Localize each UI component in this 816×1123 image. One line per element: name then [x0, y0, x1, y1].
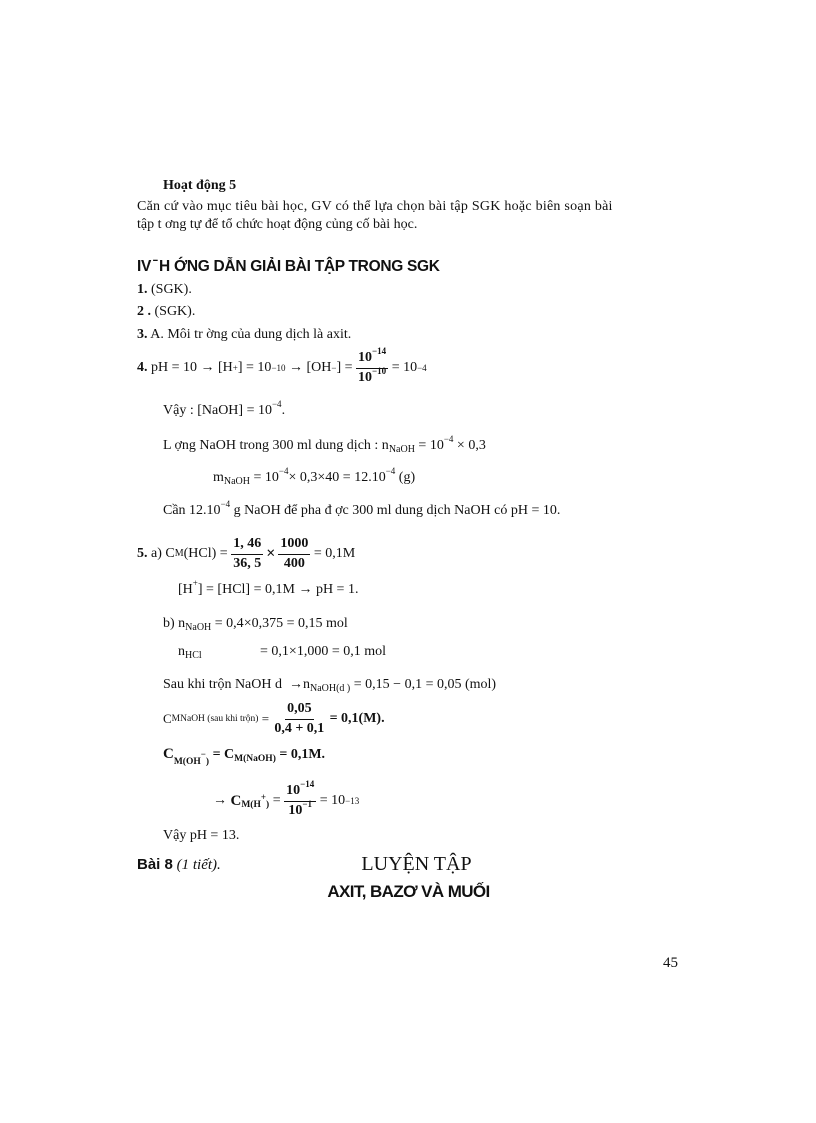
excess-numerator: 0,05	[285, 702, 314, 720]
page-number: 45	[663, 955, 678, 971]
nhcl-label: n	[178, 644, 185, 659]
naoh-moles-sub: NaOH	[388, 444, 415, 455]
lesson-subtitle-text: AXIT, BAZƠ VÀ MUỐI	[327, 882, 490, 901]
kw-denominator: 10	[358, 369, 373, 385]
mass-label: m	[213, 470, 224, 485]
cm-label: C	[163, 711, 172, 726]
hcl-moles	[178, 644, 202, 660]
answer-2	[137, 304, 195, 320]
c-oh-end: = 0,1M.	[275, 747, 326, 762]
kw-denominator-exp: −10	[372, 365, 387, 376]
sau-end: 0,1 = 0,05 (mol)	[404, 677, 497, 692]
cm-h-line: → C M(H+) = $\frac{10^{-14}}{10^{-1}}$ = 10 −13	[213, 778, 360, 818]
b-sub: NaOH	[185, 622, 212, 633]
c-h-eq: =	[272, 793, 281, 808]
hcl-moles-value	[260, 644, 386, 660]
answer-1-text: (SGK).	[151, 282, 192, 297]
b-label: b) n	[163, 616, 186, 631]
times-icon: ×	[456, 438, 465, 453]
times-icon: ×	[243, 616, 252, 631]
naoh-moles-exp: −4	[443, 434, 454, 444]
answer-3	[137, 327, 351, 343]
answer-5a-equation: 5. a) C M (HCl) = $\frac{1, 46}{36, 5}$ × $\frac{1000}{400}$ = 0,1M	[137, 535, 356, 571]
naoh-moles-end: 0,3	[468, 438, 486, 453]
h-numerator-exp: −14	[300, 778, 315, 789]
moles-fraction	[231, 537, 263, 571]
sau-eq: = 0,15	[350, 677, 390, 692]
lesson-duration: (1 tiết).	[176, 857, 221, 873]
minus-icon: −	[393, 677, 402, 692]
moles-denominator: 36, 5	[233, 555, 262, 571]
c-h-sub-end: )	[266, 800, 270, 810]
naoh-moles-text: L ợng NaOH trong 300 ml dung dịch : n	[163, 438, 389, 453]
b-eq: = 0,4	[211, 616, 244, 631]
sau-sub: NaOH(d )	[310, 683, 351, 694]
c-h-sub	[241, 792, 270, 810]
naoh-conclusion	[163, 499, 561, 519]
cm-hcl-result: = 0,1M	[313, 546, 356, 561]
volume-fraction	[278, 537, 310, 571]
mass-mid2: 40 = 12.10	[325, 470, 386, 485]
arrow-right-icon: →	[298, 582, 313, 597]
c-h-sub-text: M(H	[241, 800, 261, 810]
h-concentration	[178, 578, 359, 598]
conclusion-end: g NaOH để pha đ ợc 300 ml dung dịch NaOH có pH = 10.	[230, 503, 561, 518]
answer-3-text: A. Môi tr ờng của dung dịch là axit.	[150, 327, 352, 342]
sau-text: Sau khi trộn NaOH d	[163, 677, 282, 692]
conclusion-exp: −4	[220, 499, 231, 509]
answer-5-number: 5.	[137, 546, 148, 561]
mass-exp: −4	[278, 466, 289, 476]
b-end: 0,375 = 0,15 mol	[251, 616, 348, 631]
mass-sub: NaOH	[223, 476, 250, 487]
nhcl-end: 1,000 = 0,1 mol	[296, 644, 386, 659]
h-denominator-exp: −1	[302, 798, 312, 809]
answer-1	[137, 282, 192, 298]
h-conc-ph: pH = 1.	[315, 582, 359, 597]
c-oh-eq: = C	[209, 747, 235, 762]
cm-eq: =	[261, 711, 270, 726]
nhcl-sub: HCl	[185, 650, 202, 661]
c-oh-sub	[173, 749, 210, 767]
naoh-conc-end: .	[281, 403, 286, 418]
times-icon: ×	[288, 644, 297, 659]
sau-n: n	[303, 677, 310, 692]
conclusion-start: Cần 12.10	[163, 503, 221, 518]
times-icon: ×	[288, 470, 297, 485]
mass-eq: = 10	[250, 470, 279, 485]
mass-end: (g)	[395, 470, 416, 485]
h-fraction	[284, 778, 316, 818]
excess-fraction	[272, 702, 326, 736]
h-numerator: 10	[286, 782, 301, 798]
h-conc-plus: +	[192, 578, 198, 588]
nhcl-eq: = 0,1	[260, 644, 289, 659]
moles-numerator: 1, 46	[231, 537, 263, 555]
lesson-title-text: LUYỆN TẬP	[361, 853, 472, 875]
cm-oh-line	[163, 746, 326, 767]
kw-numerator-exp: −14	[372, 345, 387, 356]
naoh-excess	[163, 677, 496, 693]
oh-result: = 10	[391, 360, 418, 375]
h-ion-value: ] = 10	[237, 360, 272, 375]
times-icon: ×	[317, 470, 326, 485]
lesson-label: Bài 8	[137, 856, 173, 873]
answer-3-number: 3.	[137, 327, 148, 342]
answer-4-equation: 4. pH = 10 → [H + ] = 10 −10 → [OH − ] = $\frac{10^{-14}}{10^{-10}}$ = 10 −4	[137, 345, 427, 385]
naoh-concentration	[163, 399, 286, 419]
h-denominator: 10	[288, 802, 303, 818]
lesson-subtitle	[0, 882, 816, 902]
answer-4-number: 4.	[137, 360, 148, 375]
cm-hcl-eq: (HCl) =	[183, 546, 228, 561]
h-conc-label: [H	[178, 582, 193, 597]
mass-mid: 0,3	[299, 470, 318, 485]
h-conc-value: ] = [HCl] = 0,1M	[197, 582, 295, 597]
oh-equals: ] =	[336, 360, 353, 375]
lesson-title	[0, 853, 816, 876]
kw-fraction	[356, 345, 388, 385]
answer-2-number: 2 .	[137, 304, 151, 319]
answer-2-text: (SGK).	[154, 304, 196, 319]
activity-text-line-1: Căn cứ vào mục tiêu bài học, GV có thể lựa chọn bài tập SGK hoặc biên soạn bài	[137, 199, 613, 214]
arrow-right-icon: →	[289, 677, 303, 692]
c-h-result: = 10	[319, 793, 346, 808]
ph-value: pH = 10	[151, 360, 198, 375]
naoh-mass	[213, 466, 416, 487]
kw-numerator: 10	[358, 349, 373, 365]
cm-hcl-label: a) C	[151, 546, 175, 561]
arrow-right-icon: →	[289, 360, 304, 375]
arrow-right-icon: →	[200, 360, 215, 375]
final-ph: Vậy pH = 13.	[163, 828, 240, 843]
c-oh-sub-end: )	[205, 757, 210, 767]
volume-denominator: 400	[283, 555, 305, 571]
naoh-moles	[163, 434, 486, 455]
naoh-moles-eq: = 10	[414, 438, 444, 453]
times-icon: ×	[266, 545, 276, 562]
volume-numerator: 1000	[278, 537, 310, 555]
naoh-conc-exp: −4	[271, 399, 282, 409]
c-oh-sub-text: M(OH	[173, 757, 201, 767]
naoh-moles-b	[163, 616, 348, 632]
cm-naoh-after: C MNaOH (sau khi trộn) = $\frac{0,05}{0,4 + 0,1}$ = 0,1(M).	[163, 700, 385, 736]
activity-heading: Hoạt động 5	[163, 178, 237, 193]
c-h-plus: +	[260, 792, 267, 802]
oh-ion-label: [OH	[306, 360, 332, 375]
c-h-label: C	[230, 792, 242, 809]
mass-exp2: −4	[385, 466, 396, 476]
cm-result: = 0,1(M).	[329, 711, 385, 726]
c-oh-minus: −	[200, 749, 206, 759]
h-ion-label: [H	[218, 360, 233, 375]
activity-text-line-2: tập t ơng tự để tổ chức hoạt động củng cố bài học.	[137, 217, 418, 232]
c-oh-label: C	[163, 746, 174, 762]
excess-denominator: 0,4 + 0,1	[274, 720, 325, 736]
arrow-right-icon: →	[213, 793, 227, 808]
section-heading: IV ̄ H ỚNG DẪN GIẢI BÀI TẬP TRONG SGK	[137, 258, 440, 275]
c-naoh-sub: M(NaOH)	[234, 754, 276, 764]
naoh-conc-text: Vậy : [NaOH] = 10	[163, 403, 272, 418]
answer-1-number: 1.	[137, 282, 148, 297]
